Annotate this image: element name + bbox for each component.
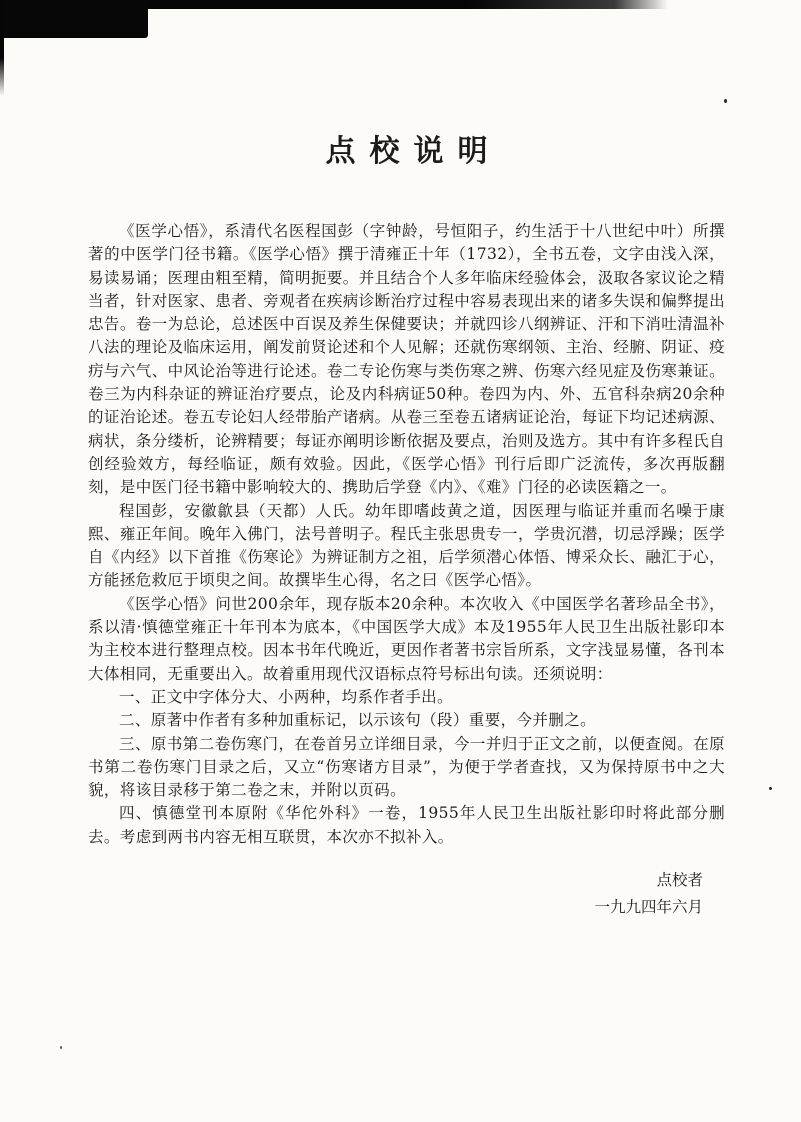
page-title: 点校说明 [325, 134, 502, 169]
paragraph-edition-notes: 《医学心悟》问世200余年，现存版本20余种。本次收入《中国医学名著珍品全书》，系以清·慎德堂雍正十年刊本为底本，《中国医学大成》本及1955年人民卫生出版社影印本为主校本进行整理点校。因本书年代晚近，更因作者著书宗旨所系，文字浅显易懂，各刊本大体相同，无重要出入。故着重用现代汉语标点符号标出句读。还须说明： [88, 594, 725, 683]
scan-artifact-top-left-block [0, 0, 148, 38]
scan-speck [769, 787, 772, 790]
scan-speck [724, 99, 727, 103]
signature-block [88, 867, 725, 921]
paragraph-author-bio: 程国彭，安徽歙县（天都）人氏。幼年即嗜歧黄之道，因医理与临证并重而名噪于康熙、雍正年间。晚年入佛门，法号普明子。程氏主张思贵专一，学贵沉潜，切忌浮躁；医学自《内经》以下首推《伤寒论》为辨证制方之祖，后学须潜心体悟、博采众长、融汇于心，方能拯危救厄于顷臾之间。故撰毕生心得，名之曰《医学心悟》。 [88, 501, 725, 590]
scan-artifact-left-edge [0, 0, 4, 96]
note-item-4: 四、慎德堂刊本原附《华佗外科》一卷，1955年人民卫生出版社影印时将此部分删去。考虑到两书内容无相互联贯，本次亦不拟补入。 [88, 804, 725, 846]
document-content [88, 126, 725, 921]
paragraph-intro: 《医学心悟》，系清代名医程国彭（字钟龄，号恒阳子，约生活于十八世纪中叶）所撰著的中医学门径书籍。《医学心悟》撰于清雍正十年（1732），全书五卷，文字由浅入深，易读易诵；医理由粗至精，简明扼要。并且结合个人多年临床经验体会，汲取各家议论之精当者，针对医家、患者、旁观者在疾病诊断治疗过程中容易表现出来的诸多失误和偏弊提出忠告。卷一为总论，总述医中百误及养生保健要诀；并就四诊八纲辨证、汗和下消吐清温补八法的理论及临床运用，阐发前贤论述和个人见解；还就伤寒纲领、主治、经腑、阴证、疫疠与六气、中风论治等进行论述。卷二专论伤寒与类伤寒之辨、伤寒六经见症及伤寒兼证。卷三为内科杂证的辨证治疗要点，论及内科病证50种。卷四为内、外、五官科杂病20余种的证治论述。卷五专论妇人经带胎产诸病。从卷三至卷五诸病证论治，每证下均记述病源、病状，条分缕析，论辨精要；每证亦阐明诊断依据及要点，治则及选方。其中有许多程氏自创经验效方，每经临证，颇有效验。因此，《医学心悟》刊行后即广泛流传，多次再版翻刻，是中医门径书籍中影响较大的、携助后学登《内》、《难》门径的必读医籍之一。 [88, 222, 725, 497]
note-item-1: 一、正文中字体分大、小两种，均系作者手出。 [119, 687, 453, 706]
note-item-2: 二、原著中作者有多种加重标记，以示该句（段）重要，今并删之。 [119, 711, 597, 730]
scan-speck [60, 1046, 62, 1049]
signature-date: 一九九四年六月 [594, 898, 703, 917]
signature-author: 点校者 [656, 871, 703, 890]
note-item-3: 三、原书第二卷伤寒门，在卷首另立详细目录，今一并归于正文之前，以便查阅。在原书第二卷伤寒门目录之后，又立“伤寒诸方目录”，为便于学者查找，又为保持原书中之大貌，将该目录移于第二卷之末，并附以页码。 [88, 734, 725, 800]
